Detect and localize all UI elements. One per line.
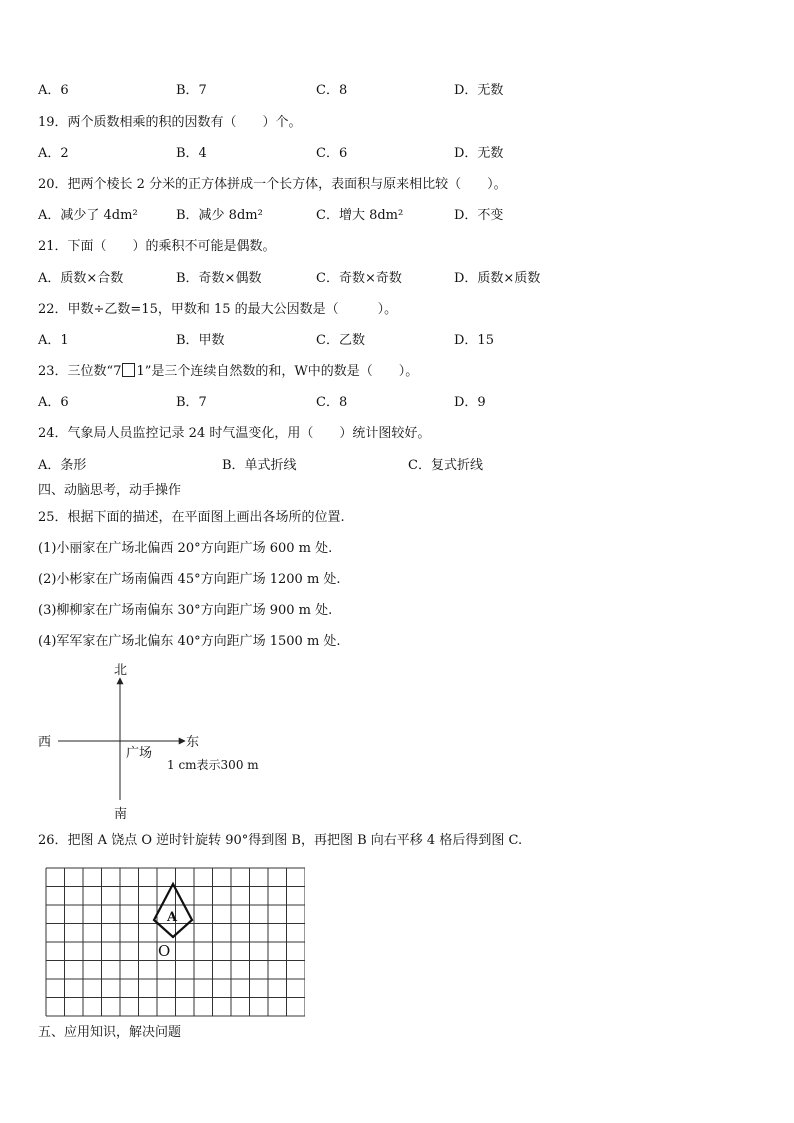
q21-option-a: A．质数×合数 bbox=[38, 271, 124, 286]
q25-stem: 25．根据下面的描述，在平面图上画出各场所的位置. bbox=[38, 510, 345, 525]
scale-label: 1 cm表示300 m bbox=[167, 758, 259, 772]
q18-option-a: A．6 bbox=[38, 83, 69, 98]
q18-option-c: C．8 bbox=[316, 83, 348, 98]
q19-option-c: C．6 bbox=[316, 146, 348, 161]
q20-option-b: B．减少 8dm² bbox=[176, 208, 263, 223]
point-o-label: O bbox=[158, 942, 171, 960]
q19-option-b: B．4 bbox=[176, 146, 207, 161]
q24-option-c: C．复式折线 bbox=[408, 458, 483, 473]
south-label: 南 bbox=[114, 807, 128, 822]
q20-option-d: D．不变 bbox=[454, 208, 504, 223]
q19-stem: 19．两个质数相乘的积的因数有（ ）个。 bbox=[38, 115, 302, 130]
q20-option-a: A．减少了 4dm² bbox=[38, 208, 138, 223]
compass-diagram bbox=[30, 660, 270, 825]
q18-option-d: D．无数 bbox=[454, 83, 504, 98]
q24-option-a: A．条形 bbox=[38, 458, 87, 473]
west-label: 西 bbox=[38, 735, 52, 750]
q18-option-b: B．7 bbox=[176, 83, 207, 98]
q21-option-d: D．质数×质数 bbox=[454, 271, 541, 286]
q23-option-d: D．9 bbox=[454, 395, 486, 410]
q25-item-1: (1)小丽家在广场北偏西 20°方向距广场 600 m 处. bbox=[38, 541, 333, 556]
north-label: 北 bbox=[114, 663, 128, 678]
section-5-heading: 五、应用知识，解决问题 bbox=[38, 1025, 182, 1040]
figure-a-label: A bbox=[167, 910, 178, 925]
blank-square-icon bbox=[122, 363, 135, 377]
q23-stem bbox=[38, 363, 418, 381]
q25-item-2: (2)小彬家在广场南偏西 45°方向距广场 1200 m 处. bbox=[38, 572, 341, 587]
east-label: 东 bbox=[186, 735, 200, 750]
rotation-grid bbox=[40, 862, 305, 1017]
q20-option-c: C．增大 8dm² bbox=[316, 208, 404, 223]
q19-option-a: A．2 bbox=[38, 146, 69, 161]
q26-stem: 26．把图 A 饶点 O 逆时针旋转 90°得到图 B，再把图 B 向右平移 4 格后得到图 C. bbox=[38, 833, 523, 848]
q23-option-c: C．8 bbox=[316, 395, 348, 410]
q19-option-d: D．无数 bbox=[454, 146, 504, 161]
q21-stem: 21．下面（ ）的乘积不可能是偶数。 bbox=[38, 239, 276, 254]
q23-option-b: B．7 bbox=[176, 395, 207, 410]
q23-stem-end: 1”是三个连续自然数的和，W中的数是（ ）。 bbox=[136, 364, 419, 379]
q25-item-3: (3)柳柳家在广场南偏东 30°方向距广场 900 m 处. bbox=[38, 603, 333, 618]
q23-option-a: A．6 bbox=[38, 395, 69, 410]
q22-option-a: A．1 bbox=[38, 333, 69, 348]
q21-option-b: B．奇数×偶数 bbox=[176, 271, 262, 286]
q21-option-c: C．奇数×奇数 bbox=[316, 271, 402, 286]
q22-option-d: D．15 bbox=[454, 333, 494, 348]
q23-stem-start: 23．三位数“7 bbox=[38, 364, 122, 379]
plaza-label: 广场 bbox=[126, 746, 153, 761]
q22-option-c: C．乙数 bbox=[316, 333, 365, 348]
q24-option-b: B．单式折线 bbox=[222, 458, 297, 473]
section-4-heading: 四、动脑思考，动手操作 bbox=[38, 483, 182, 498]
q22-option-b: B．甲数 bbox=[176, 333, 225, 348]
q25-item-4: (4)军军家在广场北偏东 40°方向距广场 1500 m 处. bbox=[38, 634, 341, 649]
q22-stem: 22．甲数÷乙数=15，甲数和 15 的最大公因数是（ ）。 bbox=[38, 302, 398, 317]
q20-stem: 20．把两个棱长 2 分米的正方体拼成一个长方体，表面积与原来相比较（ ）。 bbox=[38, 177, 507, 192]
q24-stem: 24．气象局人员监控记录 24 时气温变化，用（ ）统计图较好。 bbox=[38, 426, 431, 441]
